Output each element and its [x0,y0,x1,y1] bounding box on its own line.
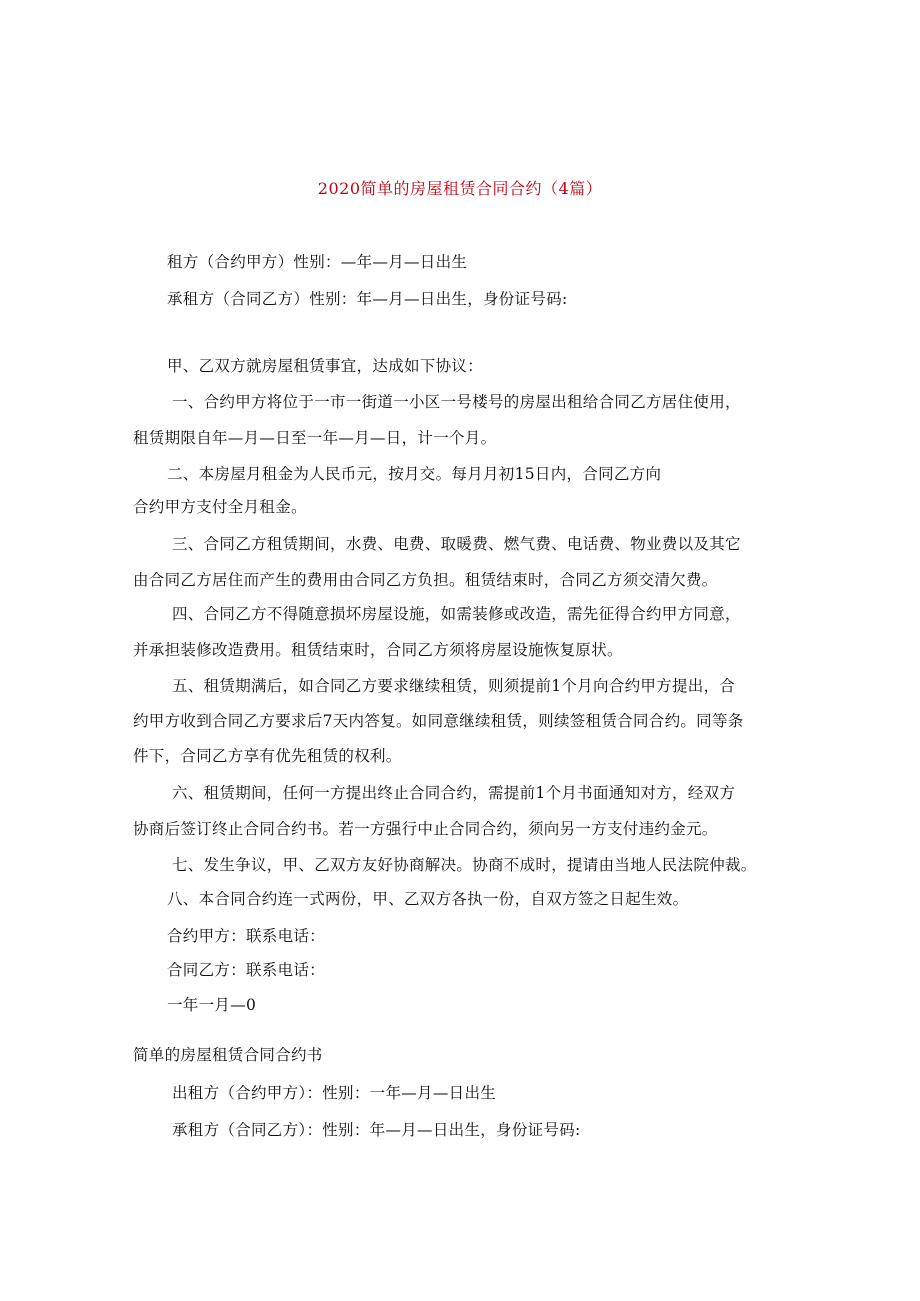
clause-1-line-1: 一、合约甲方将位于一市一街道一小区一号楼号的房屋出租给合同乙方居住使用， [172,393,741,411]
document-title: 2020简单的房屋租赁合同合约（4篇） [317,179,603,198]
clause-7-line: 七、发生争议，甲、乙双方友好协商解决。协商不成时，提请由当地人民法院仲裁。 [172,856,757,874]
party-a-contact: 合约甲方：联系电话： [167,927,326,945]
clause-5-line-3: 件下，合同乙方享有优先租赁的权利。 [133,747,402,765]
clause-3-line-1: 三、合同乙方租赁期间，水费、电费、取暖费、燃气费、电话费、物业费以及其它 [172,535,741,553]
agreement-intro: 甲、乙双方就房屋租赁事宜，达成如下协议： [167,357,484,375]
section-2-lessee-line: 承租方（合同乙方）：性别：年—月—日出生，身份证号码: [172,1121,581,1139]
lessee-info-line: 承租方（合同乙方）性别：年—月—日出生，身份证号码: [167,290,568,308]
party-b-contact: 合同乙方：联系电话： [167,961,326,979]
clause-2-line-2: 合约甲方支付全月租金。 [133,498,307,516]
section-2-heading: 简单的房屋租赁合同合约书 [133,1046,323,1064]
date-line: 一年一月—0 [167,996,257,1014]
clause-6-line-1: 六、租赁期间，任何一方提出终止合同合约，需提前1个月书面通知对方，经双方 [172,784,736,802]
clause-8-line: 八、本合同合约连一式两份，甲、乙双方各执一份，自双方签之日起生效。 [167,890,689,908]
clause-4-line-2: 并承担装修改造费用。租赁结束时，合同乙方须将房屋设施恢复原状。 [133,641,623,659]
lessor-info-line: 租方（合约甲方）性别：—年—月—日出生 [167,253,468,271]
clause-6-line-2: 协商后签订终止合同合约书。若一方强行中止合同合约，须向另一方支付违约金元。 [133,820,718,838]
clause-4-line-1: 四、合同乙方不得随意损坏房屋设施，如需装修或改造，需先征得合约甲方同意， [172,605,741,623]
clause-2-line-1: 二、本房屋月租金为人民币元，按月交。每月月初15日内，合同乙方向 [167,465,662,483]
clause-5-line-2: 约甲方收到合同乙方要求后7天内答复。如同意继续租赁，则续签租赁合同合约。同等条 [133,712,744,730]
clause-5-line-1: 五、租赁期满后，如合同乙方要求继续租赁，则须提前1个月向合约甲方提出，合 [172,677,736,695]
clause-1-line-2: 租赁期限自年—月—日至一年—月—日，计一个月。 [133,429,497,447]
clause-3-line-2: 由合同乙方居住而产生的费用由合同乙方负担。租赁结束时，合同乙方须交清欠费。 [133,571,718,589]
section-2-lessor-line: 出租方（合约甲方）：性别：一年—月—日出生 [172,1084,497,1102]
